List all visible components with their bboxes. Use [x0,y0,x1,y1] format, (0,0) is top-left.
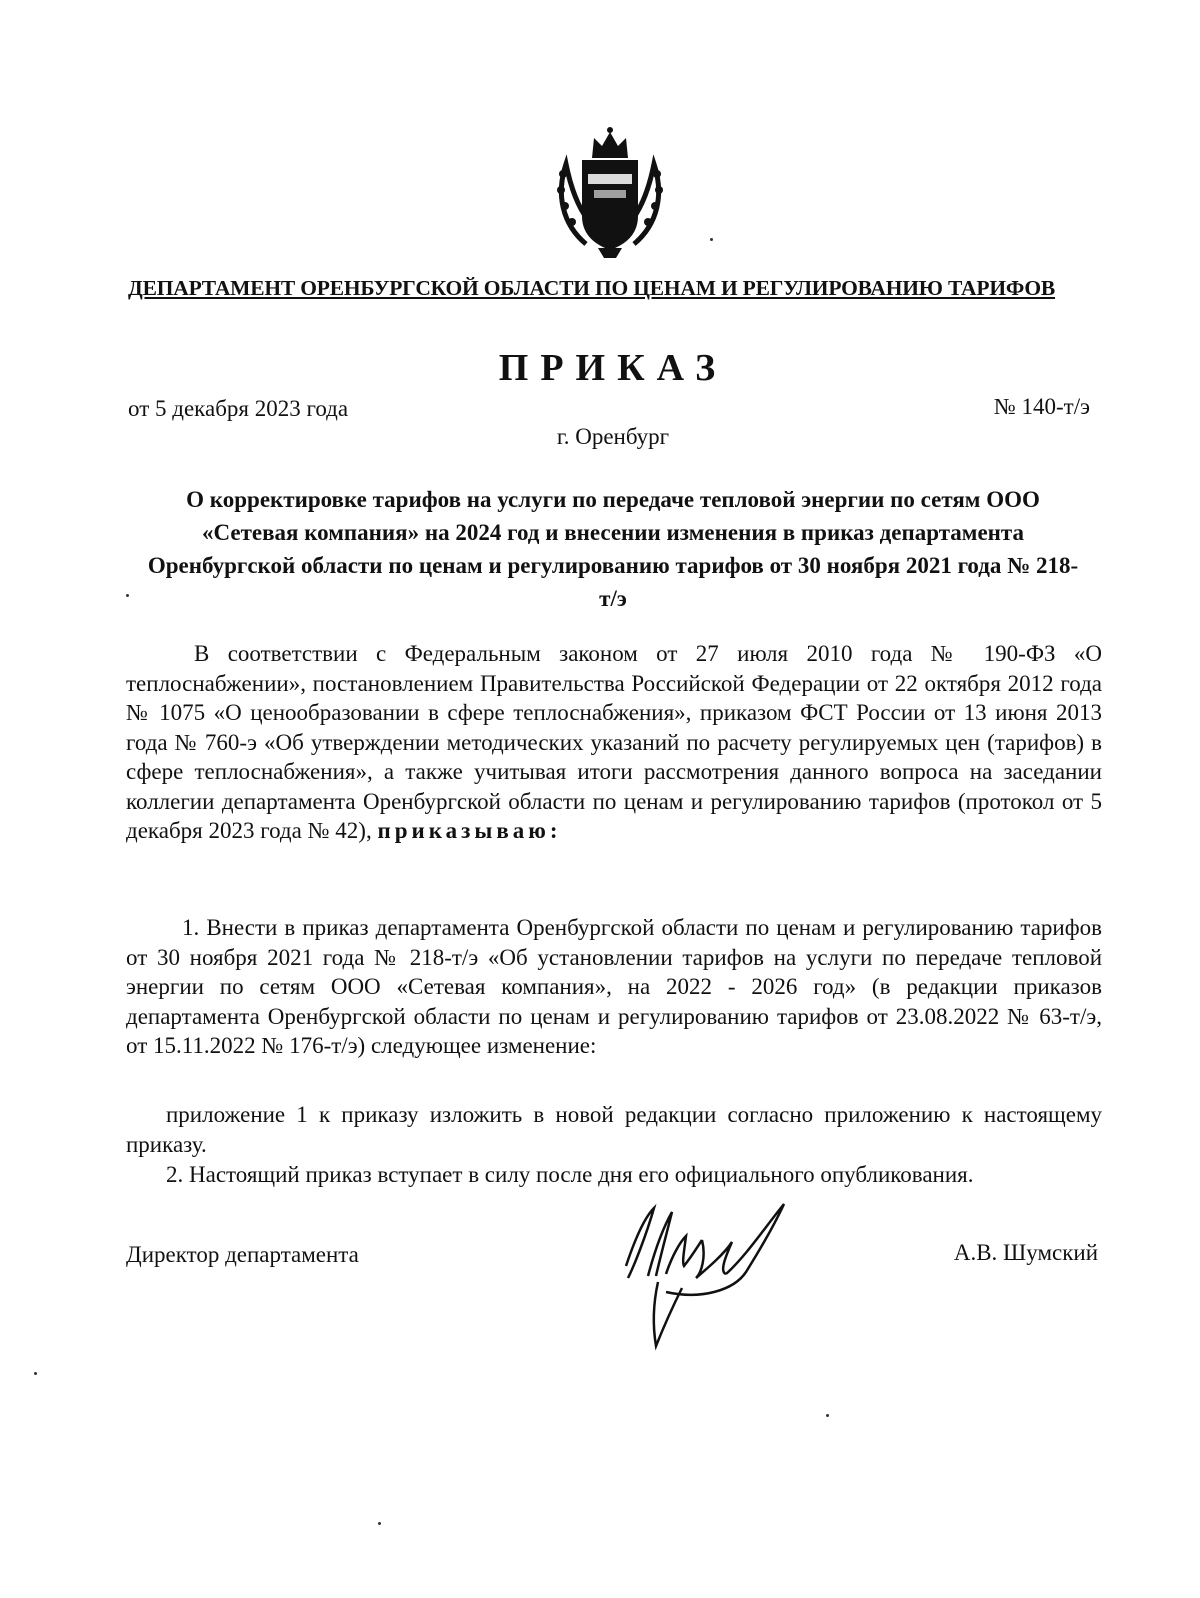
scan-speck [710,238,713,241]
order-subject: О корректировке тарифов на услуги по передаче тепловой энергии по сетям ООО «Сетевая компания» на 2024 год и внесении изменения в приказ департамента Оренбургской области по ценам и регулированию тарифов от 30 ноября 2021 года № 218-т/э [147,487,1079,611]
order-number: № 140-т/э [993,394,1090,419]
preamble-paragraph [126,639,1102,846]
item-1-paragraph: 1. Внести в приказ департамента Оренбургской области по ценам и регулированию тарифов от 30 ноября 2021 года № 218-т/э «Об установлении тарифов на услуги по передаче тепловой энергии по сетям ООО «Сетевая компания», на 2022 - 2026 год» (в редакции приказов департамента Оренбургской области по ценам и регулированию тарифов от 23.08.2022 № 63-т/э, от 15.11.2022 № 176-т/э) следующее изменение: [126,915,1102,1058]
order-date: от 5 декабря 2023 года [128,396,349,421]
scan-speck [826,1414,829,1417]
department-name: ДЕПАРТАМЕНТ ОРЕНБУРГСКОЙ ОБЛАСТИ ПО ЦЕНАМ И РЕГУЛИРОВАНИЮ ТАРИФОВ [128,276,1056,300]
scan-speck [378,1522,381,1525]
signatory-name: А.В. Шумский [953,1240,1098,1265]
signatory-position: Директор департамента [126,1242,359,1267]
order-word: приказываю: [377,818,562,843]
coat-of-arms-emblem [548,124,672,260]
handwritten-signature [606,1196,806,1356]
document-type-title: ПРИКАЗ [498,347,728,389]
item-1-appendix-paragraph: приложение 1 к приказу изложить в новой редакции согласно приложению к настоящему приказу. [126,1102,1102,1157]
preamble-text: В соответствии с Федеральным законом от 27 июля 2010 года № 190-ФЗ «О теплоснабжении», постановлением Правительства Российской Федерации от 22 октября 2012 года № 1075 «О ценообразовании в сфере теплоснабжения», приказом ФСТ России от 13 июня 2013 года № 760-э «Об утверждении методических указаний по расчету регулируемых цен (тарифов) в сфере теплоснабжения», а также учитывая итоги рассмотрения данного вопроса на заседании коллегии департамента Оренбургской области по ценам и регулированию тарифов (протокол от 5 декабря 2023 года № 42), [126,641,1102,843]
item-2-paragraph: 2. Настоящий приказ вступает в силу после дня его официального опубликования. [166,1162,974,1187]
scan-speck [126,594,129,597]
scan-speck [34,1372,37,1375]
order-city: г. Оренбург [556,424,670,449]
